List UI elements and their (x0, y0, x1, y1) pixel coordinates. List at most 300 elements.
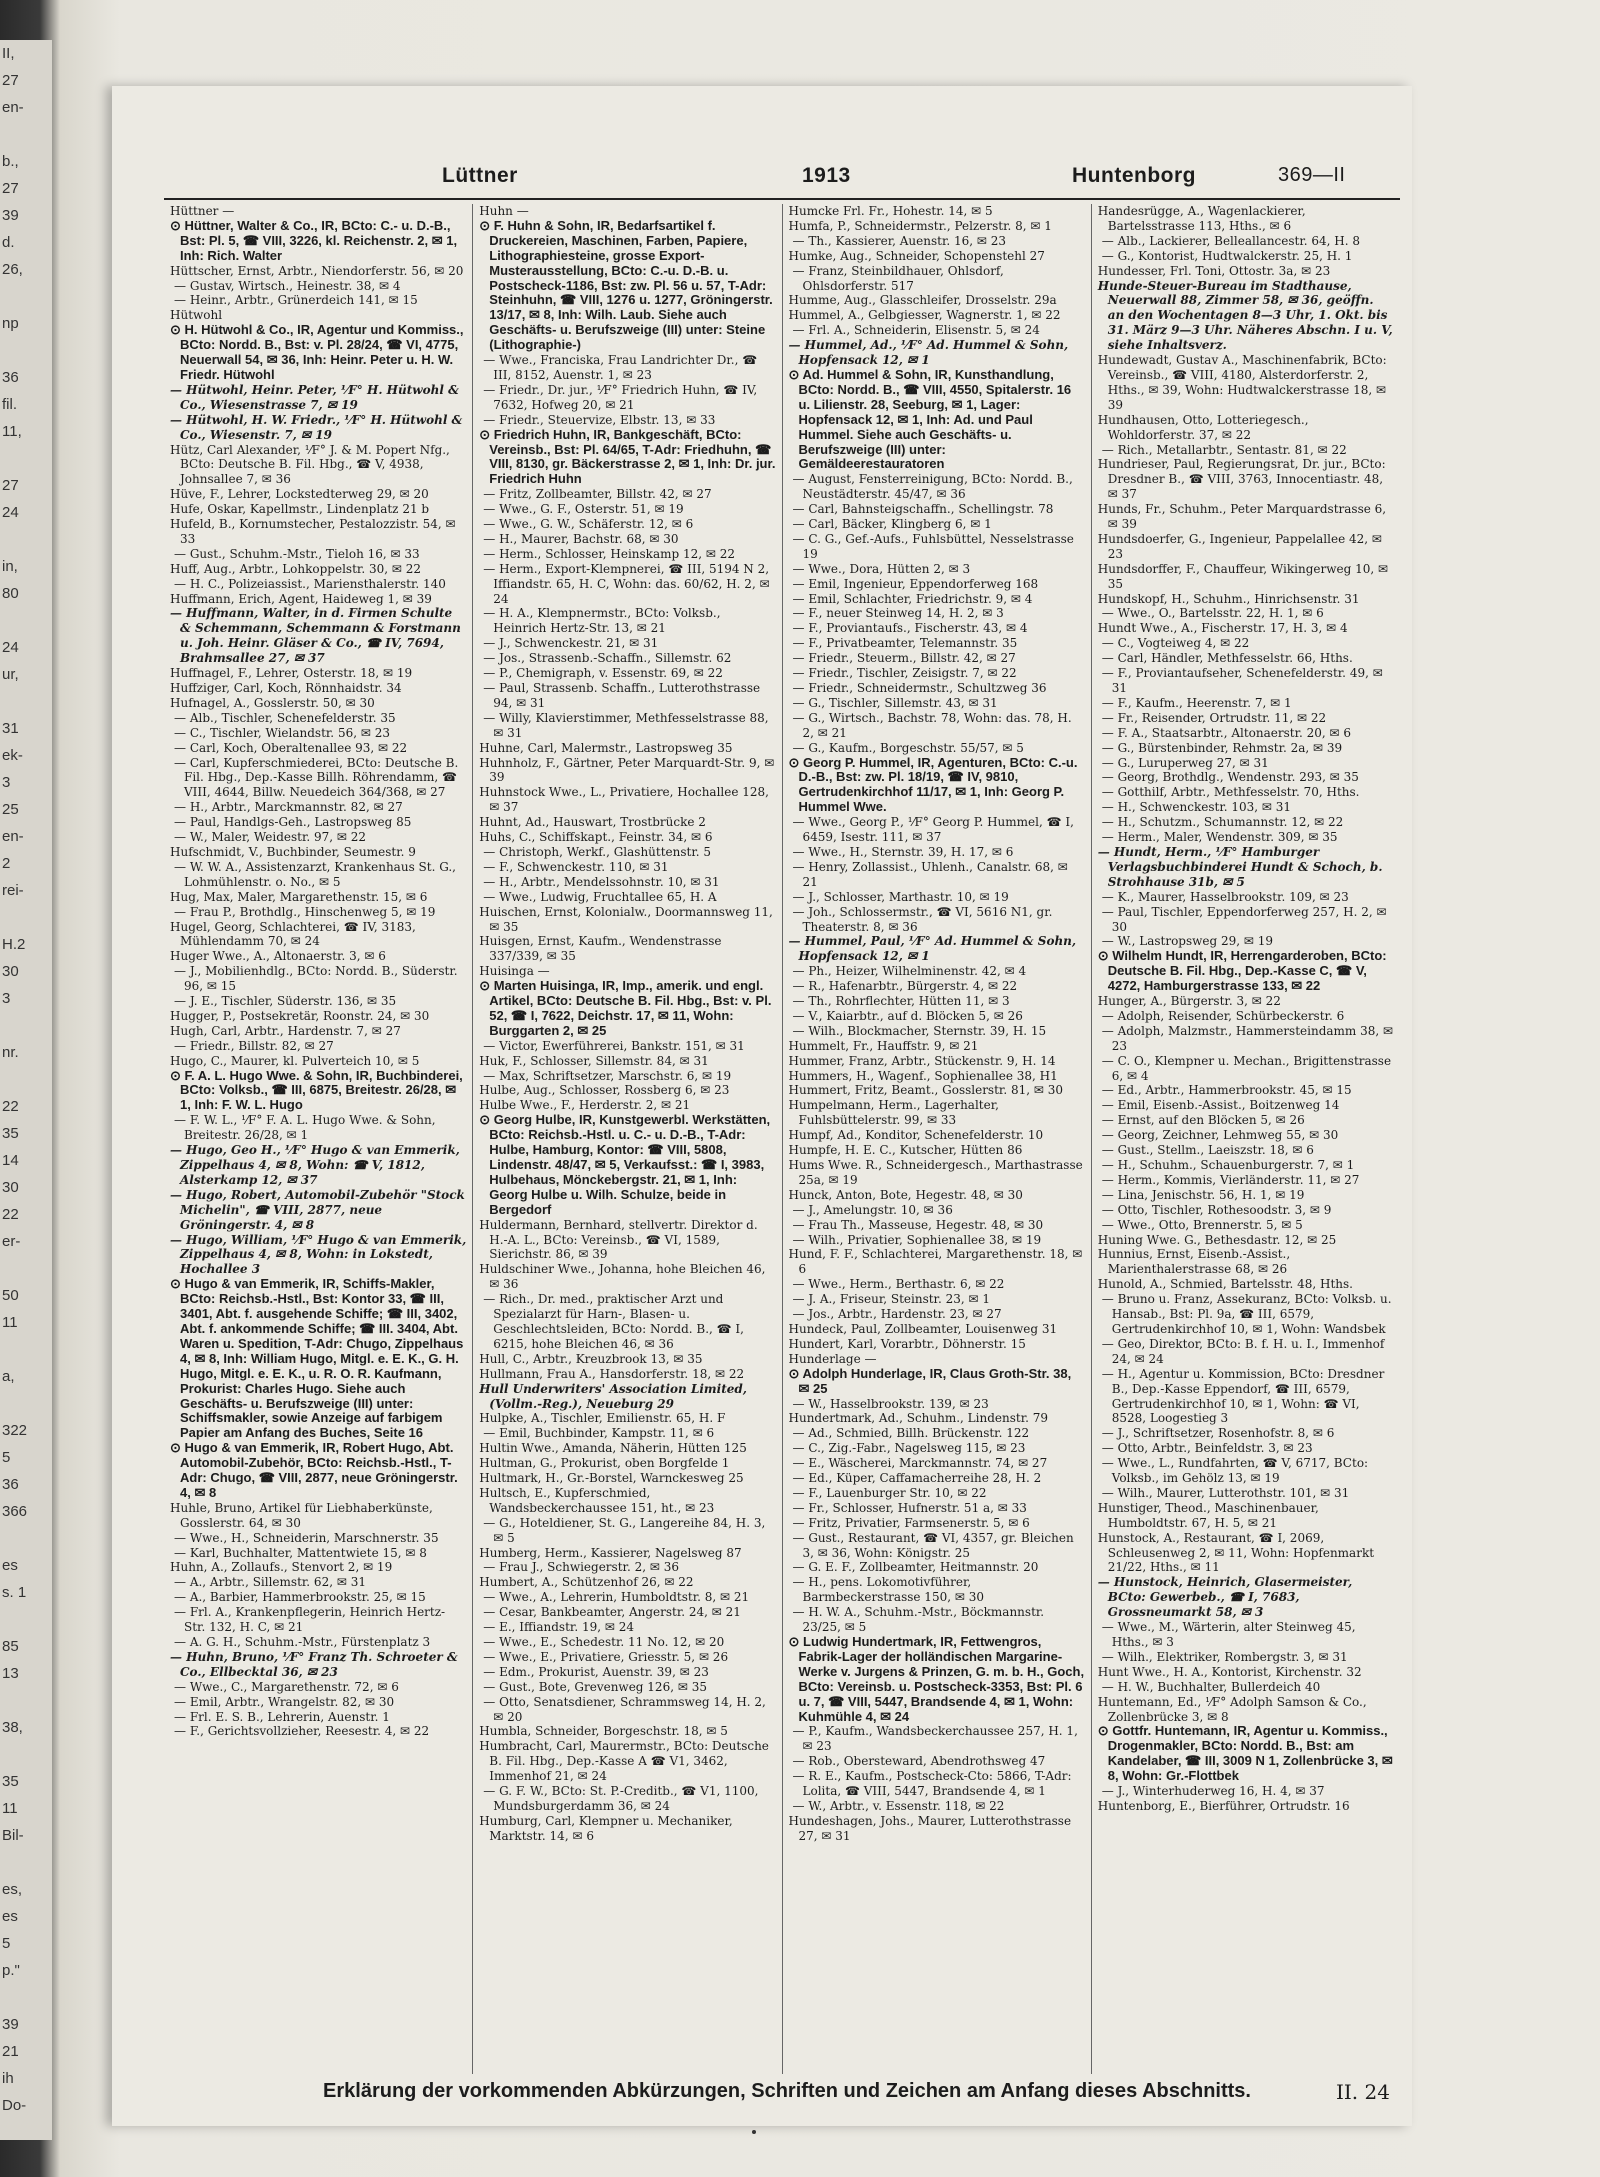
directory-entry: — H., Agentur u. Kommission, BCto: Dresdner B., Dep.-Kasse Eppendorf, ☎ III, 6579, Gertrudenkirchhof 10, ✉ 1, Wohn: ☎ VI, 8528, Loogestieg 3 (1101, 1366, 1385, 1426)
directory-entry: Hultmark, H., Gr.-Borstel, Warnckesweg 25 (479, 1471, 744, 1486)
directory-entry: — Emil, Arbtr., Wrangelstr. 82, ✉ 30 (174, 1694, 395, 1709)
gutter-fragment: 35 (2, 1773, 19, 1790)
directory-entry: — Frl. A., Schneiderin, Elisenstr. 5, ✉ 24 (792, 323, 1040, 338)
gutter-fragment: ek- (2, 747, 23, 764)
gutter-fragment (2, 1390, 52, 1417)
firm-entry: ⊙ Adolph Hunderlage, IR, Claus Groth-Str. 38, ✉ 25 (788, 1365, 1072, 1396)
directory-entry: — Hütwohl, Heinr. Peter, ⅟F° H. Hütwohl & Co., Wiesenstrasse 7, ✉ 19 (170, 382, 459, 412)
directory-entry: Hufeld, B., Kornumstecher, Pestalozzistr. 54, ✉ 33 (170, 517, 456, 546)
gutter-fragment: en- (2, 99, 24, 116)
directory-entry: — Wwe., Ludwig, Fruchtallee 65, H. A (483, 889, 717, 904)
directory-entry: — H. C., Polizeiassist., Mariensthalerstr. 140 (174, 576, 446, 591)
directory-entry: — Christoph, Werkf., Glashüttenstr. 5 (483, 844, 712, 859)
gutter-fragment (2, 1606, 52, 1633)
directory-entry: Huntenborg, E., Bierführer, Ortrudstr. 16 (1097, 1798, 1350, 1813)
directory-entry: Hultman, G., Prokurist, oben Borgfelde 1 (479, 1456, 730, 1471)
directory-entry: — J., Schriftsetzer, Rosenhofstr. 8, ✉ 6 (1101, 1426, 1335, 1441)
gutter-fragment (2, 1255, 52, 1282)
directory-entry: — Herm., Export-Klempnerei, ☎ III, 5194 N 2, Iffiandstr. 65, H. C, Wohn: das. 60/62, H. 2, ✉ 24 (483, 561, 770, 606)
directory-entry: — Ed., Küper, Caffamacherreihe 28, H. 2 (792, 1471, 1042, 1486)
header-page-number: 369—II (1278, 164, 1346, 186)
directory-entry: — Wwe., E., Schedestr. 11 No. 12, ✉ 20 (483, 1635, 725, 1649)
directory-entry: — Frl. E. S. B., Lehrerin, Auenstr. 1 (174, 1709, 390, 1724)
firm-entry: ⊙ Friedrich Huhn, IR, Bankgeschäft, BCto: Vereinsb., Bst: Pl. 64/65, T-Adr: Friedhuhn, ☎ VIII, 8130, gr. Bäckerstrasse 2, ✉ 1, Inh: Dr. jur. Friedrich Huhn (479, 426, 776, 487)
directory-entry: — Bruno u. Franz, Assekuranz, BCto: Volksb. u. Hansab., Bst: Pl. 9a, ☎ III, 6579, Gertrudenkirchhof 10, ✉ 1, Wohn: Wandsbek (1101, 1292, 1392, 1336)
directory-entry: Hüttner — (170, 204, 235, 218)
directory-entry: — F., Lauenburger Str. 10, ✉ 22 (792, 1485, 987, 1500)
directory-entry: — Otto, Arbtr., Beinfeldstr. 3, ✉ 23 (1101, 1441, 1313, 1456)
gutter-fragment: nr. (2, 1044, 19, 1061)
directory-entry: Huhne, Carl, Malermstr., Lastropsweg 35 (479, 740, 733, 755)
firm-entry: ⊙ H. Hütwohl & Co., IR, Agentur und Kommiss., BCto: Nordd. B., Bst: v. Pl. 28/24, ☎ VI, 4775, Neuerwall 54, ✉ 36, Inh: Heinr. Peter u. H. W. Friedr. Hütwohl (170, 322, 464, 382)
directory-entry: — F. A., Staatsarbtr., Altonaerstr. 20, ✉ 6 (1101, 725, 1352, 740)
gutter-fragment (2, 1012, 52, 1039)
directory-entry: Humpfe, H. E. C., Kutscher, Hütten 86 (788, 1143, 1023, 1158)
directory-entry: — R. E., Kaufm., Postscheck-Cto: 5866, T-Adr: Lolita, ☎ VIII, 5447, Brandsende 4, ✉ 1 (792, 1769, 1072, 1799)
gutter-fragment: 27 (2, 72, 19, 89)
directory-entry: — P., Kaufm., Wandsbeckerchaussee 257, H. 1, ✉ 23 (792, 1724, 1078, 1754)
directory-entry: Hütz, Carl Alexander, ⅟F° J. & M. Popert Nfg., BCto: Deutsche B. Fil. Hbg., ☎ V, 4938, Johnsallee 7, ✉ 36 (170, 442, 450, 487)
gutter-fragment: 31 (2, 720, 19, 737)
directory-entry: — J., Schlosser, Marthastr. 10, ✉ 19 (792, 889, 1009, 904)
directory-entry: — Cesar, Bankbeamter, Angerstr. 24, ✉ 21 (483, 1605, 741, 1620)
firm-entry: ⊙ Hugo & van Emmerik, IR, Schiffs-Makler, BCto: Reichsb.-Hstl., Bst: Kontor 33, ☎ III, 3401, Abt. f. ausgehende Schiffe; ☎ III, 3402, Abt. f. ankommende Schiffe; ☎ III. 3404, Abt. Waren u. Spedition, T-Adr: Chugo, Zippelhaus 4, ✉ 8, Inh: William Hugo, Mitgl. e. E. K., G. H. Hugo, Mitgl. e. E. K., u. R. O. R. Kaufmann, Prokurist: Charles Hugo. Siehe auch Geschäfts- u. Berufszweige (III) unter: Schiffsmakler, sowie Anzeige auf farbigem Papier am Anfang des Buches, Seite 16 (170, 1276, 464, 1441)
directory-entry: — Wwe., Dora, Hütten 2, ✉ 3 (792, 561, 971, 576)
directory-entry: Hugel, Georg, Schlachterei, ☎ IV, 3183, Mühlendamm 70, ✉ 24 (170, 919, 416, 949)
directory-entry: — Gotthilf, Arbtr., Methfesselstr. 70, Hths. (1101, 785, 1360, 800)
gutter-fragment: 22 (2, 1206, 19, 1223)
directory-entry: — F., Proviantaufseher, Schenefelderstr. 49, ✉ 31 (1101, 666, 1383, 695)
directory-entry: — E., Wäscherei, Marckmannstr. 74, ✉ 27 (792, 1456, 1048, 1471)
directory-entry: — W., Maler, Weidestr. 97, ✉ 22 (174, 830, 367, 845)
firm-entry: ⊙ Wilhelm Hundt, IR, Herrengarderoben, BCto: Deutsche B. Fil. Hbg., Dep.-Kasse C, ☎ V, 4272, Hamburgerstrasse 133, ✉ 22 (1097, 948, 1387, 994)
gutter-fragment: Bil- (2, 1827, 24, 1844)
gutter-fragment: ur, (2, 666, 19, 683)
directory-entry: — G., Kaufm., Borgeschstr. 55/57, ✉ 5 (792, 740, 1024, 755)
directory-entry: — Friedr., Dr. jur., ⅟F° Friedrich Huhn, ☎ IV, 7632, Hofweg 20, ✉ 21 (483, 382, 758, 412)
directory-entry: — C. O., Klempner u. Mechan., Brigittenstrasse 6, ✉ 4 (1101, 1053, 1392, 1083)
directory-entry: — Hugo, William, ⅟F° Hugo & van Emmerik, Zippelhaus 4, ✉ 8, Wohn: in Lokstedt, Hochallee 3 (170, 1232, 467, 1277)
directory-entry: Hundertmark, Ad., Schuhm., Lindenstr. 79 (788, 1411, 1049, 1426)
directory-entry: Huisgen, Ernst, Kaufm., Wendenstrasse 337/339, ✉ 35 (479, 934, 722, 964)
gutter-fragment (2, 1336, 52, 1363)
firm-entry: ⊙ Marten Huisinga, IR, Imp., amerik. und engl. Artikel, BCto: Deutsche B. Fil. Hbg., Bst: v. Pl. 52, ☎ I, 7622, Deichstr. 17, ✉ 11, Wohn: Burggarten 2, ✉ 25 (479, 978, 772, 1038)
directory-entry: — Fr., Schlosser, Hufnerstr. 51 a, ✉ 33 (792, 1500, 1027, 1515)
gutter-fragment: er- (2, 1233, 21, 1250)
gutter-fragment: en- (2, 828, 24, 845)
directory-entry: — G., Wirtsch., Bachstr. 78, Wohn: das. 78, H. 2, ✉ 21 (792, 710, 1072, 740)
directory-entry: Hull, C., Arbtr., Kreuzbrook 13, ✉ 35 (479, 1351, 703, 1366)
directory-entry: — Emil, Schlachter, Friedrichstr. 9, ✉ 4 (792, 591, 1033, 606)
directory-entry: — Wwe., Herm., Berthastr. 6, ✉ 22 (792, 1277, 1005, 1292)
directory-entry: Humcke Frl. Fr., Hohestr. 14, ✉ 5 (788, 204, 993, 218)
directory-entry: Humpelmann, Herm., Lagerhalter, Fuhlsbüttelerstr. 99, ✉ 33 (788, 1098, 999, 1128)
directory-entry: Huisinga — (479, 964, 550, 979)
gutter-fragment (2, 445, 52, 472)
gutter-fragment (2, 904, 52, 931)
directory-entry: — Emil, Buchbinder, Kampstr. 11, ✉ 6 (483, 1426, 715, 1441)
directory-entry: — Fritz, Zollbeamter, Billstr. 42, ✉ 27 (483, 487, 712, 502)
directory-entry: — Ph., Heizer, Wilhelminenstr. 42, ✉ 4 (792, 964, 1027, 979)
directory-entry: — H., Schutzm., Schumannstr. 12, ✉ 22 (1101, 815, 1344, 830)
directory-entry: Humbert, A., Schützenhof 26, ✉ 22 (479, 1575, 694, 1590)
directory-entry: Humme, Aug., Glasschleifer, Drosselstr. 29a (788, 293, 1057, 308)
header-rule (164, 198, 1400, 200)
gutter-fragment: 3 (2, 774, 11, 791)
directory-entry: — Rich., Dr. med., praktischer Arzt und Spezialarzt für Harn-, Blasen- u. Geschlechtsleiden, BCto: Nordd. B., ☎ I, 6215, hohe Bleichen 46, ✉ 36 (483, 1292, 744, 1351)
directory-entry: Hundeshagen, Johs., Maurer, Lutterothstrasse 27, ✉ 31 (788, 1813, 1072, 1843)
directory-entry: — Frau J., Schwiegerstr. 2, ✉ 36 (483, 1560, 679, 1575)
gutter-fragment: 2 (2, 855, 11, 872)
directory-entry: — Franz, Steinbildhauer, Ohlsdorf, Ohlsdorferstr. 517 (792, 263, 1004, 293)
directory-entry: — Herm., Maler, Wendenstr. 309, ✉ 35 (1101, 830, 1338, 845)
directory-entry: — J., Schwenckestr. 21, ✉ 31 (483, 636, 659, 651)
gutter-fragment: 11 (2, 1800, 18, 1817)
directory-entry: Hull Underwriters' Association Limited, (Vollm.-Reg.), Neueburg 29 (479, 1381, 747, 1411)
directory-entry: Hunger, A., Bürgerstr. 3, ✉ 22 (1097, 994, 1281, 1009)
directory-entry: Hundskopf, H., Schuhm., Hinrichsenstr. 31 (1097, 591, 1360, 606)
directory-entry: — Victor, Ewerführerei, Bankstr. 151, ✉ 31 (483, 1038, 745, 1053)
firm-entry: ⊙ Hüttner, Walter & Co., IR, BCto: C.- u. D.-B., Bst: Pl. 5, ☎ VIII, 3226, kl. Reichenstr. 2, ✉ 1, Inh: Rich. Walter (170, 217, 458, 263)
directory-entry: — Huhn, Bruno, ⅟F° Franz Th. Schroeter & Co., Ellbecktal 36, ✉ 23 (170, 1649, 458, 1679)
directory-entry: — H., Arbtr., Mendelssohnstr. 10, ✉ 31 (483, 874, 720, 889)
directory-entry: — G. F. W., BCto: St. P.-Creditb., ☎ V1, 1100, Mundsburgerdamm 36, ✉ 24 (483, 1784, 759, 1813)
directory-entry: Hullmann, Frau A., Hansdorferstr. 18, ✉ 22 (479, 1366, 745, 1381)
directory-entry: Hunde-Steuer-Bureau im Stadthause, Neuerwall 88, Zimmer 58, ✉ 36, geöffn. an den Wochentagen 8—3 Uhr, 1. Okt. bis 31. März 9—3 Uhr. Näheres Abschn. I u. V, siehe Inhaltsverz. (1097, 278, 1393, 353)
directory-entry: — Alb., Tischler, Schenefelderstr. 35 (174, 710, 396, 725)
directory-entry: — Herm., Kommis, Vierländerstr. 11, ✉ 27 (1101, 1172, 1360, 1187)
directory-entry: — H., Arbtr., Marckmannstr. 82, ✉ 27 (174, 800, 403, 815)
gutter-fragment: 26, (2, 261, 23, 278)
directory-entry: — W., Arbtr., v. Essenstr. 118, ✉ 22 (792, 1798, 1005, 1813)
column-2 (472, 204, 781, 2074)
directory-entry: — Otto, Senatsdiener, Schrammsweg 14, H. 2, ✉ 20 (483, 1694, 766, 1724)
directory-entry: — Gust., Stellm., Laeiszstr. 18, ✉ 6 (1101, 1143, 1314, 1158)
directory-entry: — Friedr., Billstr. 82, ✉ 27 (174, 1038, 334, 1053)
directory-entry: Hultin Wwe., Amanda, Näherin, Hütten 125 (479, 1441, 747, 1456)
directory-entry: — C., Zig.-Fabr., Nagelsweg 115, ✉ 23 (792, 1441, 1026, 1456)
directory-entry: — Friedr., Tischler, Zeisigstr. 7, ✉ 22 (792, 666, 1017, 681)
directory-entry: Huhnt, Ad., Hauswart, Trostbrücke 2 (479, 815, 706, 830)
directory-entry: — G., Luruperweg 27, ✉ 31 (1101, 755, 1269, 770)
directory-entry: Hugh, Carl, Arbtr., Hardenstr. 7, ✉ 27 (170, 1023, 401, 1038)
gutter-fragment: II, (2, 45, 15, 62)
gutter-fragment: 13 (2, 1665, 19, 1682)
directory-entry: — J., Amelungstr. 10, ✉ 36 (792, 1202, 953, 1217)
directory-entry: Hunnius, Ernst, Eisenb.-Assist., Marienthalerstrasse 68, ✉ 26 (1097, 1247, 1291, 1277)
gutter-fragment: 50 (2, 1287, 19, 1304)
directory-entry: Hunold, A., Schmied, Bartelsstr. 48, Hths. (1097, 1277, 1353, 1292)
directory-entry: Huning Wwe. G., Bethesdastr. 12, ✉ 25 (1097, 1232, 1337, 1247)
directory-entry: — Wilh., Maurer, Lutterothstr. 101, ✉ 31 (1101, 1485, 1350, 1500)
directory-entry: Huhn, A., Zollaufs., Stenvort 2, ✉ 19 (170, 1560, 393, 1575)
abbreviation-footnote: Erklärung der vorkommenden Abkürzungen, Schriften und Zeichen am Anfang dieses Abschnitts. (323, 2080, 1251, 2102)
directory-entry: — Gust., Restaurant, ☎ VI, 4357, gr. Bleichen 3, ✉ 36, Wohn: Königstr. 25 (792, 1530, 1074, 1560)
directory-entry: Huldermann, Bernhard, stellvertr. Direktor d. H.-A. L., BCto: Vereinsb., ☎ VI, 1589, Sierichstr. 86, ✉ 39 (479, 1217, 758, 1262)
directory-entry: Hummel, A., Gelbgiesser, Wagnerstr. 1, ✉ 22 (788, 308, 1061, 323)
directory-entry: — C. G., Gef.-Aufs., Fuhlsbüttel, Nesselstrasse 19 (792, 531, 1074, 561)
gutter-fragment: p." (2, 1962, 20, 1979)
directory-entry: — Frau Th., Masseuse, Hegestr. 48, ✉ 30 (792, 1217, 1044, 1232)
directory-entry: Humbracht, Carl, Maurermstr., BCto: Deutsche B. Fil. Hbg., Dep.-Kasse A ☎ V1, 3462, Immenhof 21, ✉ 24 (479, 1739, 769, 1784)
column-3 (782, 204, 1091, 2074)
directory-entry: — Friedr., Schneidermstr., Schultzweg 36 (792, 681, 1047, 695)
directory-entry: — Max, Schriftsetzer, Marschstr. 6, ✉ 19 (483, 1068, 732, 1083)
gutter-fragment (2, 1066, 52, 1093)
directory-entry: — E., Iffiandstr. 19, ✉ 24 (483, 1620, 634, 1635)
gutter-fragment: 38, (2, 1719, 23, 1736)
directory-entry: — Herm., Schlosser, Heinskamp 12, ✉ 22 (483, 546, 736, 561)
directory-entry: — Huffmann, Walter, in d. Firmen Schulte & Schemmann, Schemmann & Forstmann u. Joh. Heinr. Gläser & Co., ☎ IV, 7694, Brahmsallee 27, ✉ 37 (170, 606, 461, 666)
directory-entry: — H., Maurer, Bachstr. 68, ✉ 30 (483, 531, 679, 546)
directory-entry: — Friedr., Steuervize, Elbstr. 13, ✉ 33 (483, 412, 716, 427)
gutter-fragment: 322 (2, 1422, 28, 1439)
directory-entry: — Jos., Arbtr., Hardenstr. 23, ✉ 27 (792, 1307, 1002, 1322)
directory-entry: — Hummel, Ad., ⅟F° Ad. Hummel & Sohn, Hopfensack 12, ✉ 1 (788, 338, 1069, 368)
directory-entry: — Wilh., Blockmacher, Sternstr. 39, H. 15 (792, 1023, 1047, 1038)
directory-entry: — H., pens. Lokomotivführer, Barmbeckerstrasse 150, ✉ 30 (792, 1575, 984, 1605)
directory-entry: — W., Lastropsweg 29, ✉ 19 (1101, 934, 1274, 949)
directory-entry: Huhn — (479, 204, 529, 218)
directory-entry: Hummers, H., Wagenf., Sophienallee 38, H1 (788, 1068, 1058, 1083)
firm-entry: ⊙ F. A. L. Hugo Wwe. & Sohn, IR, Buchbinderei, BCto: Volksb., ☎ III, 6875, Breitestr. 26/28, ✉ 1, Inh: F. W. L. Hugo (170, 1067, 463, 1113)
directory-entry: Hundsdoerfer, G., Ingenieur, Pappelallee 42, ✉ 23 (1097, 531, 1382, 561)
directory-entry: — H. W. A., Schuhm.-Mstr., Böckmannstr. 23/25, ✉ 5 (792, 1605, 1045, 1635)
directory-entry: — Willy, Klavierstimmer, Methfesselstrasse 88, ✉ 31 (483, 710, 769, 740)
directory-entry: — Jos., Strassenb.-Schaffn., Sillemstr. 62 (483, 651, 732, 666)
directory-entry: — Fritz, Privatier, Farmsenerstr. 5, ✉ 6 (792, 1515, 1030, 1530)
directory-entry: — Alb., Lackierer, Belleallancestr. 64, H. 8 (1101, 233, 1361, 248)
directory-entry: — K., Maurer, Hasselbrookstr. 109, ✉ 23 (1101, 889, 1349, 904)
gutter-fragment: rei- (2, 882, 24, 899)
gutter-fragment (2, 283, 52, 310)
previous-page-gutter (0, 40, 52, 2140)
directory-entry: — Georg, Brothdlg., Wendenstr. 293, ✉ 35 (1101, 770, 1359, 785)
gutter-fragment: es (2, 1908, 18, 1925)
gutter-fragment: 35 (2, 1125, 19, 1142)
directory-entry: — Carl, Bäcker, Klingberg 6, ✉ 1 (792, 517, 992, 532)
directory-entry: Hufnagel, A., Gosslerstr. 50, ✉ 30 (170, 695, 375, 710)
directory-entry: — F., Gerichtsvollzieher, Reesestr. 4, ✉ 22 (174, 1724, 430, 1739)
directory-entry: — H., Schwenckestr. 103, ✉ 31 (1101, 800, 1292, 815)
gutter-fragment (2, 688, 52, 715)
directory-entry: — Lina, Jenischstr. 56, H. 1, ✉ 19 (1101, 1187, 1305, 1202)
directory-entry: — Friedr., Steuerm., Billstr. 42, ✉ 27 (792, 651, 1016, 666)
gutter-fragment: ih (2, 2070, 14, 2087)
directory-entry: — J. E., Tischler, Süderstr. 136, ✉ 35 (174, 994, 397, 1009)
directory-entry: — G., Kontorist, Hudtwalckerstr. 25, H. 1 (1101, 248, 1353, 263)
gutter-fragment: 80 (2, 585, 19, 602)
directory-entry: Hufe, Oskar, Kapellmstr., Lindenplatz 21 b (170, 502, 430, 517)
gutter-fragment: 3 (2, 990, 11, 1007)
directory-entry: Hundhausen, Otto, Lotteriegesch., Wohldorferstr. 37, ✉ 22 (1097, 412, 1309, 442)
directory-entry: — J., Mobilienhdlg., BCto: Nordd. B., Süderstr. 96, ✉ 15 (174, 964, 458, 994)
gutter-fragment: es (2, 1557, 18, 1574)
firm-entry: ⊙ Georg Hulbe, IR, Kunstgewerbl. Werkstätten, BCto: Reichsb.-Hstl. u. C.- u. D.-B., T-Adr: Hulbe, Hamburg, Kontor: ☎ VIII, 5808, Lindenstr. 48/47, ✉ 5, Verkaufsst.: ☎ I, 3983, Hulbehaus, Mönckebergstr. 21, ✉ 1, Inh: Georg Hulbe u. Wilh. Schulze, beide in Bergedorf (479, 1112, 771, 1217)
directory-entry: — Geo, Direktor, BCto: B. f. H. u. I., Immenhof 24, ✉ 24 (1101, 1336, 1385, 1366)
directory-entry: — Gust., Schuhm.-Mstr., Tieloh 16, ✉ 33 (174, 546, 420, 561)
gutter-fragment: Do- (2, 2097, 27, 2114)
directory-entry: — Wwe., H., Schneiderin, Marschnerstr. 35 (174, 1530, 439, 1545)
directory-entry: — Emil, Ingenieur, Eppendorferweg 168 (792, 576, 1039, 591)
directory-entry: — Hütwohl, H. W. Friedr., ⅟F° H. Hütwohl & Co., Wiesenstr. 7, ✉ 19 (170, 412, 463, 442)
directory-entry: Hugo, C., Maurer, kl. Pulverteich 10, ✉ 5 (170, 1053, 420, 1068)
directory-entry: — Carl, Kupferschmiederei, BCto: Deutsche B. Fil. Hbg., Dep.-Kasse Billh. Röhrendamm, ☎ VIII, 4644, Billw. Neuedeich 364/368, ✉ 27 (174, 755, 459, 800)
directory-entry: — Paul, Tischler, Eppendorferweg 257, H. 2, ✉ 30 (1101, 904, 1387, 934)
directory-entry: — Carl, Händler, Methfesselstr. 66, Hths. (1101, 651, 1353, 666)
directory-entry: Huffnagel, F., Lehrer, Osterstr. 18, ✉ 19 (170, 666, 413, 681)
directory-entry: — Wwe., C., Margarethenstr. 72, ✉ 6 (174, 1679, 399, 1694)
directory-entry: Hundert, Karl, Vorarbtr., Döhnerstr. 15 (788, 1336, 1026, 1351)
directory-entry: — G. E. F., Zollbeamter, Heitmannstr. 20 (792, 1560, 1039, 1575)
directory-entry: Huger Wwe., A., Altonaerstr. 3, ✉ 6 (170, 949, 386, 964)
directory-entry: Huischen, Ernst, Kolonialw., Doormannsweg 11, ✉ 35 (479, 904, 773, 934)
directory-entry: Huldschiner Wwe., Johanna, hohe Bleichen 46, ✉ 36 (479, 1262, 766, 1292)
directory-entry: — W. W. A., Assistenzarzt, Krankenhaus St. G., Lohmühlenstr. o. No., ✉ 5 (174, 859, 456, 889)
directory-entry: — Hummel, Paul, ⅟F° Ad. Hummel & Sohn, Hopfensack 12, ✉ 1 (788, 934, 1077, 964)
directory-entry: — Carl, Koch, Oberaltenallee 93, ✉ 22 (174, 740, 408, 755)
firm-entry: ⊙ Gottfr. Huntemann, IR, Agentur u. Kommiss., Drogenmakler, BCto: Nordd. B., Bst: am Kandelaber, ☎ III, 3009 N 1, Zollenbrücke 3, ✉ 8, Wohn: Gr.-Flottbek (1097, 1723, 1393, 1784)
directory-entry: — F. W. L., ⅟F° F. A. L. Hugo Wwe. & Sohn, Breitestr. 26/28, ✉ 1 (174, 1113, 436, 1143)
directory-entry: — Edm., Prokurist, Auenstr. 39, ✉ 23 (483, 1664, 709, 1679)
gutter-fragment: 85 (2, 1638, 19, 1655)
directory-entry: — Hugo, Robert, Automobil-Zubehör "Stock Michelin", ☎ VIII, 2877, neue Gröningerstr. 4, ✉ 8 (170, 1187, 465, 1232)
directory-entry: — Emil, Eisenb.-Assist., Boitzenweg 14 (1101, 1098, 1340, 1113)
directory-entry: — V., Kaiarbtr., auf d. Blöcken 5, ✉ 26 (792, 1008, 1023, 1023)
gutter-fragment (2, 337, 52, 364)
header-left-keyword: Lüttner (442, 164, 518, 187)
directory-entry: — Henry, Zollassist., Uhlenh., Canalstr. 68, ✉ 21 (792, 859, 1068, 889)
firm-entry: ⊙ Georg P. Hummel, IR, Agenturen, BCto: C.-u. D.-B., Bst: zw. Pl. 18/19, ☎ IV, 9810, Gertrudenkirchhof 11/17, ✉ 1, Inh: Georg P. Hummel Wwe. (788, 754, 1078, 815)
directory-entry: — Wwe., A., Lehrerin, Humboldtstr. 8, ✉ 21 (483, 1590, 750, 1605)
directory-entry: — August, Fensterreinigung, BCto: Nordd. B., Neustädterstr. 45/47, ✉ 36 (792, 472, 1073, 502)
gutter-fragment: b., (2, 153, 19, 170)
directory-entry: — Adolph, Reisender, Schürbeckerstr. 6 (1101, 1008, 1345, 1023)
directory-entry: Hundewadt, Gustav A., Maschinenfabrik, BCto: Vereinsb., ☎ VIII, 4180, Alsterdorferstr. 2, Hths., ✉ 39, Wohn: Hudtwalckerstrasse 18, ✉ 39 (1097, 353, 1387, 412)
gutter-fragment: 24 (2, 504, 19, 521)
gutter-fragment (2, 1687, 52, 1714)
gutter-fragment: 36 (2, 1476, 19, 1493)
directory-entry: Handesrügge, A., Wagenlackierer, Bartelsstrasse 113, Hths., ✉ 6 (1097, 204, 1306, 233)
directory-entry: Huhnstock Wwe., L., Privatiere, Hochallee 128, ✉ 37 (479, 785, 769, 815)
directory-entry: — A., Arbtr., Sillemstr. 62, ✉ 31 (174, 1575, 366, 1590)
directory-entry: Huntemann, Ed., ⅟F° Adolph Samson & Co., Zollenbrücke 3, ✉ 8 (1097, 1694, 1367, 1724)
directory-entry: Hundeck, Paul, Zollbeamter, Louisenweg 31 (788, 1321, 1058, 1336)
directory-entry: — Wwe., Georg P., ⅟F° Georg P. Hummel, ☎ I, 6459, Isestr. 111, ✉ 37 (792, 815, 1074, 845)
directory-entry: Huhnholz, F., Gärtner, Peter Marquardt-Str. 9, ✉ 39 (479, 755, 775, 785)
directory-entry: Hunt Wwe., H. A., Kontorist, Kirchenstr. 32 (1097, 1664, 1362, 1679)
directory-entry: Hummert, Fritz, Beamt., Gosslerstr. 81, ✉ 30 (788, 1083, 1063, 1098)
directory-entry: Hunderlage — (788, 1351, 877, 1366)
directory-entry: Huffmann, Erich, Agent, Haideweg 1, ✉ 39 (170, 591, 432, 606)
directory-entry: — Ernst, auf den Blöcken 5, ✉ 26 (1101, 1113, 1305, 1128)
directory-entry: — Joh., Schlossermstr., ☎ VI, 5616 N1, gr. Theaterstr. 8, ✉ 36 (792, 904, 1053, 934)
directory-entry: — A., Barbier, Hammerbrookstr. 25, ✉ 15 (174, 1590, 426, 1605)
directory-entry: Hums Wwe. R., Schneidergesch., Marthastrasse 25a, ✉ 19 (788, 1158, 1083, 1187)
directory-entry: Huff, Aug., Arbtr., Lohkoppelstr. 30, ✉ 22 (170, 561, 421, 576)
directory-entry: — G., Hoteldiener, St. G., Langereihe 84, H. 3, ✉ 5 (483, 1515, 766, 1545)
gutter-fragment: 14 (2, 1152, 19, 1169)
directory-entry: Huhs, C., Schiffskapt., Feinstr. 34, ✉ 6 (479, 830, 713, 845)
gutter-fragment (2, 526, 52, 553)
directory-entry: Humpf, Ad., Konditor, Schenefelderstr. 10 (788, 1128, 1044, 1143)
gutter-fragment: 22 (2, 1098, 19, 1115)
directory-entry: — H. A., Klempnermstr., BCto: Volksb., Heinrich Hertz-Str. 13, ✉ 21 (483, 606, 721, 636)
firm-entry: ⊙ F. Huhn & Sohn, IR, Bedarfsartikel f. Druckereien, Maschinen, Farben, Papiere, Lithographiesteine, grosse Export-Musterausstellung, BCto: C.-u. D.-B. u. Postscheck-1186, Bst: zw. Pl. 56 u. 57, T-Adr: Steinhuhn, ☎ VIII, 1276 u. 1277, Gröningerstr. 13/17, ✉ 8, Inh: Wilh. Laub. Siehe auch Geschäfts- u. Berufszweige (III) unter: Steine (Lithographie-) (479, 217, 773, 353)
directory-entry: — Heinr., Arbtr., Grünerdeich 141, ✉ 15 (174, 293, 418, 308)
gutter-fragment (2, 1984, 52, 2011)
gutter-fragment: in, (2, 558, 18, 575)
directory-entry: — C., Vogteiweg 4, ✉ 22 (1101, 636, 1250, 651)
gutter-fragment (2, 1525, 52, 1552)
directory-entry: — Wwe., Otto, Brennerstr. 5, ✉ 5 (1101, 1217, 1303, 1232)
directory-entry: — F., Schwenckestr. 110, ✉ 31 (483, 859, 669, 874)
gutter-fragment: 25 (2, 801, 19, 818)
gutter-fragment: 30 (2, 1179, 19, 1196)
directory-entry: — Paul, Strassenb. Schaffn., Lutterothstrasse 94, ✉ 31 (483, 681, 761, 710)
directory-page (112, 86, 1412, 2126)
directory-entry: Huk, F., Schlosser, Sillemstr. 84, ✉ 31 (479, 1053, 709, 1068)
column-1 (164, 204, 472, 2074)
directory-entry: — F., neuer Steinweg 14, H. 2, ✉ 3 (792, 606, 1004, 621)
directory-entry: — Ed., Arbtr., Hammerbrookstr. 45, ✉ 15 (1101, 1083, 1352, 1098)
gutter-fragment: 27 (2, 477, 19, 494)
directory-entry: — F., Proviantaufs., Fischerstr. 43, ✉ 4 (792, 621, 1028, 636)
gutter-fragment: d. (2, 234, 15, 251)
directory-entry: — A. G. H., Schuhm.-Mstr., Fürstenplatz 3 (174, 1635, 431, 1649)
directory-entry: — Th., Kassierer, Auenstr. 16, ✉ 23 (792, 233, 1007, 248)
gutter-fragment: 21 (2, 2043, 19, 2060)
directory-entry: — Wilh., Elektriker, Rombergstr. 3, ✉ 31 (1101, 1649, 1348, 1664)
directory-entry: — Wwe., E., Privatiere, Griesstr. 5, ✉ 26 (483, 1649, 729, 1664)
header-year: 1913 (802, 164, 851, 187)
directory-entry: — Wilh., Privatier, Sophienallee 38, ✉ 19 (792, 1232, 1042, 1247)
directory-entry: Hunstock, A., Restaurant, ☎ I, 2069, Schleusenweg 2, ✉ 11, Wohn: Hopfenmarkt 21/22, Hths., ✉ 11 (1097, 1530, 1375, 1575)
directory-entry: — H., Schuhm., Schauenburgerstr. 7, ✉ 1 (1101, 1158, 1355, 1172)
directory-entry: — Wwe., Franciska, Frau Landrichter Dr., ☎ III, 8152, Auenstr. 1, ✉ 23 (483, 353, 758, 382)
directory-entry: — J. A., Friseur, Steinstr. 23, ✉ 1 (792, 1292, 991, 1307)
gutter-fragment (2, 121, 52, 148)
directory-entry: Hüve, F., Lehrer, Lockstedterweg 29, ✉ 20 (170, 487, 429, 502)
gutter-fragment: 24 (2, 639, 19, 656)
directory-entry: — G., Bürstenbinder, Rehmstr. 2a, ✉ 39 (1101, 740, 1343, 755)
directory-entry: — Paul, Handlgs-Geh., Lastropsweg 85 (174, 815, 412, 830)
gutter-fragment: 5 (2, 1935, 11, 1952)
directory-entry: — Ad., Schmied, Billh. Brückenstr. 122 (792, 1426, 1030, 1441)
directory-entry: — C., Tischler, Wielandstr. 56, ✉ 23 (174, 725, 390, 740)
directory-entry: Humbla, Schneider, Borgeschstr. 18, ✉ 5 (479, 1724, 728, 1739)
directory-entry: Hulbe, Aug., Schlosser, Rossberg 6, ✉ 23 (479, 1083, 730, 1098)
directory-entry: Humfa, P., Schneidermstr., Pelzerstr. 8, ✉ 1 (788, 218, 1052, 233)
gutter-fragment: 39 (2, 207, 19, 224)
directory-entry: — Georg, Zeichner, Lehmweg 55, ✉ 30 (1101, 1128, 1339, 1143)
gutter-fragment: 11, (2, 423, 22, 440)
directory-entry: Hufschmidt, V., Buchbinder, Seumestr. 9 (170, 844, 416, 859)
gutter-fragment: s. 1 (2, 1584, 27, 1601)
directory-entry: Humberg, Herm., Kassierer, Nagelsweg 87 (479, 1545, 742, 1560)
directory-entry: — Gustav, Wirtsch., Heinestr. 38, ✉ 4 (174, 278, 401, 293)
directory-entry: Hundrieser, Paul, Regierungsrat, Dr. jur., BCto: Dresdner B., ☎ VIII, 3763, Innocentiastr. 48, ✉ 37 (1097, 457, 1386, 502)
directory-entry: — F., Kaufm., Heerenstr. 7, ✉ 1 (1101, 695, 1292, 710)
gutter-fragment (2, 1849, 52, 1876)
directory-entry: Hunck, Anton, Bote, Hegestr. 48, ✉ 30 (788, 1187, 1023, 1202)
directory-entry: — H. W., Buchhalter, Bullerdeich 40 (1101, 1679, 1321, 1694)
directory-entry: Humburg, Carl, Klempner u. Mechaniker, Marktstr. 14, ✉ 6 (479, 1813, 733, 1843)
directory-entry: — G., Tischler, Sillemstr. 43, ✉ 31 (792, 695, 998, 710)
directory-entry: — Frau P., Brothdlg., Hinschenweg 5, ✉ 19 (174, 904, 436, 919)
directory-entry: — Adolph, Malzmstr., Hammersteindamm 38, ✉ 23 (1101, 1023, 1394, 1053)
directory-entry: Hummer, Franz, Arbtr., Stückenstr. 9, H. 14 (788, 1053, 1056, 1068)
